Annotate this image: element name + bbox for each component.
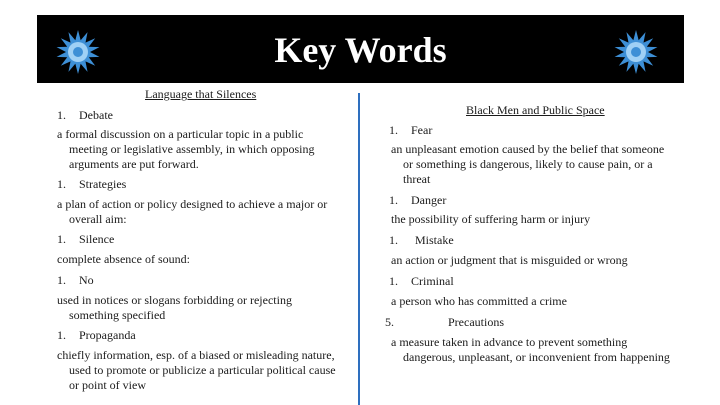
definition-line: threat (403, 172, 431, 186)
definition-line: chiefly information, esp. of a biased or misleading nature, (57, 348, 335, 362)
term-label: Debate (79, 108, 113, 122)
definition-line: complete absence of sound: (57, 252, 190, 266)
title-banner (37, 15, 684, 83)
term-definition (391, 253, 691, 268)
term-item (57, 108, 113, 123)
term-definition (391, 142, 691, 187)
term-number: 1. (389, 193, 398, 207)
term-definition (391, 335, 701, 365)
term-number: 1. (57, 328, 66, 342)
term-definition (57, 127, 347, 172)
definition-line: overall aim: (69, 212, 127, 226)
slide-title: Key Words (274, 30, 447, 70)
term-definition (391, 212, 691, 227)
right-column-heading: Black Men and Public Space (466, 103, 605, 117)
term-label: Danger (411, 193, 447, 207)
definition-line: used in notices or slogans forbidding or rejecting (57, 293, 292, 307)
term-definition (57, 197, 352, 227)
term-item (57, 232, 114, 247)
term-item (57, 273, 94, 288)
term-label: No (79, 273, 94, 287)
term-label: Silence (79, 232, 115, 246)
term-definition (57, 252, 347, 267)
term-number: 1. (57, 273, 66, 287)
term-label: Fear (411, 123, 433, 137)
definition-line: an action or judgment that is misguided or wrong (391, 253, 628, 267)
term-number: 1. (389, 123, 398, 137)
term-definition (391, 294, 691, 309)
definition-line: an unpleasant emotion caused by the belief that someone (391, 142, 665, 156)
term-item (389, 233, 454, 248)
term-label: Precautions (448, 315, 504, 329)
term-item (389, 123, 432, 138)
definition-line: a person who has committed a crime (391, 294, 567, 308)
term-label: Mistake (415, 233, 454, 247)
term-item (385, 315, 504, 330)
blue-starburst-icon (613, 29, 659, 75)
term-number: 1. (389, 274, 398, 288)
definition-line: a measure taken in advance to prevent something (391, 335, 628, 349)
definition-line: dangerous, unpleasant, or inconvenient from happening (403, 350, 670, 364)
term-number: 1. (389, 233, 398, 247)
term-definition (57, 348, 352, 393)
term-item (389, 193, 446, 208)
term-item (389, 274, 454, 289)
term-number: 1. (57, 177, 66, 191)
column-divider (358, 93, 360, 405)
definition-line: used to promote or publicize a particular political cause (69, 363, 336, 377)
definition-line: something specified (69, 308, 166, 322)
term-label: Criminal (411, 274, 454, 288)
term-number: 1. (57, 232, 66, 246)
definition-line: the possibility of suffering harm or injury (391, 212, 591, 226)
term-number: 1. (57, 108, 66, 122)
definition-line: meeting or legislative assembly, in which opposing (69, 142, 315, 156)
term-label: Propaganda (79, 328, 136, 342)
definition-line: a formal discussion on a particular topic in a public (57, 127, 304, 141)
definition-line: a plan of action or policy designed to achieve a major or (57, 197, 328, 211)
left-column-heading: Language that Silences (145, 87, 257, 101)
blue-starburst-icon (55, 29, 101, 75)
definition-line: or point of view (69, 378, 146, 392)
term-definition (57, 293, 347, 323)
definition-line: arguments are put forward. (69, 157, 199, 171)
term-item (57, 177, 126, 192)
term-number: 5. (385, 315, 394, 329)
term-item (57, 328, 136, 343)
term-label: Strategies (79, 177, 127, 191)
definition-line: or something is dangerous, likely to cause pain, or a (403, 157, 653, 171)
